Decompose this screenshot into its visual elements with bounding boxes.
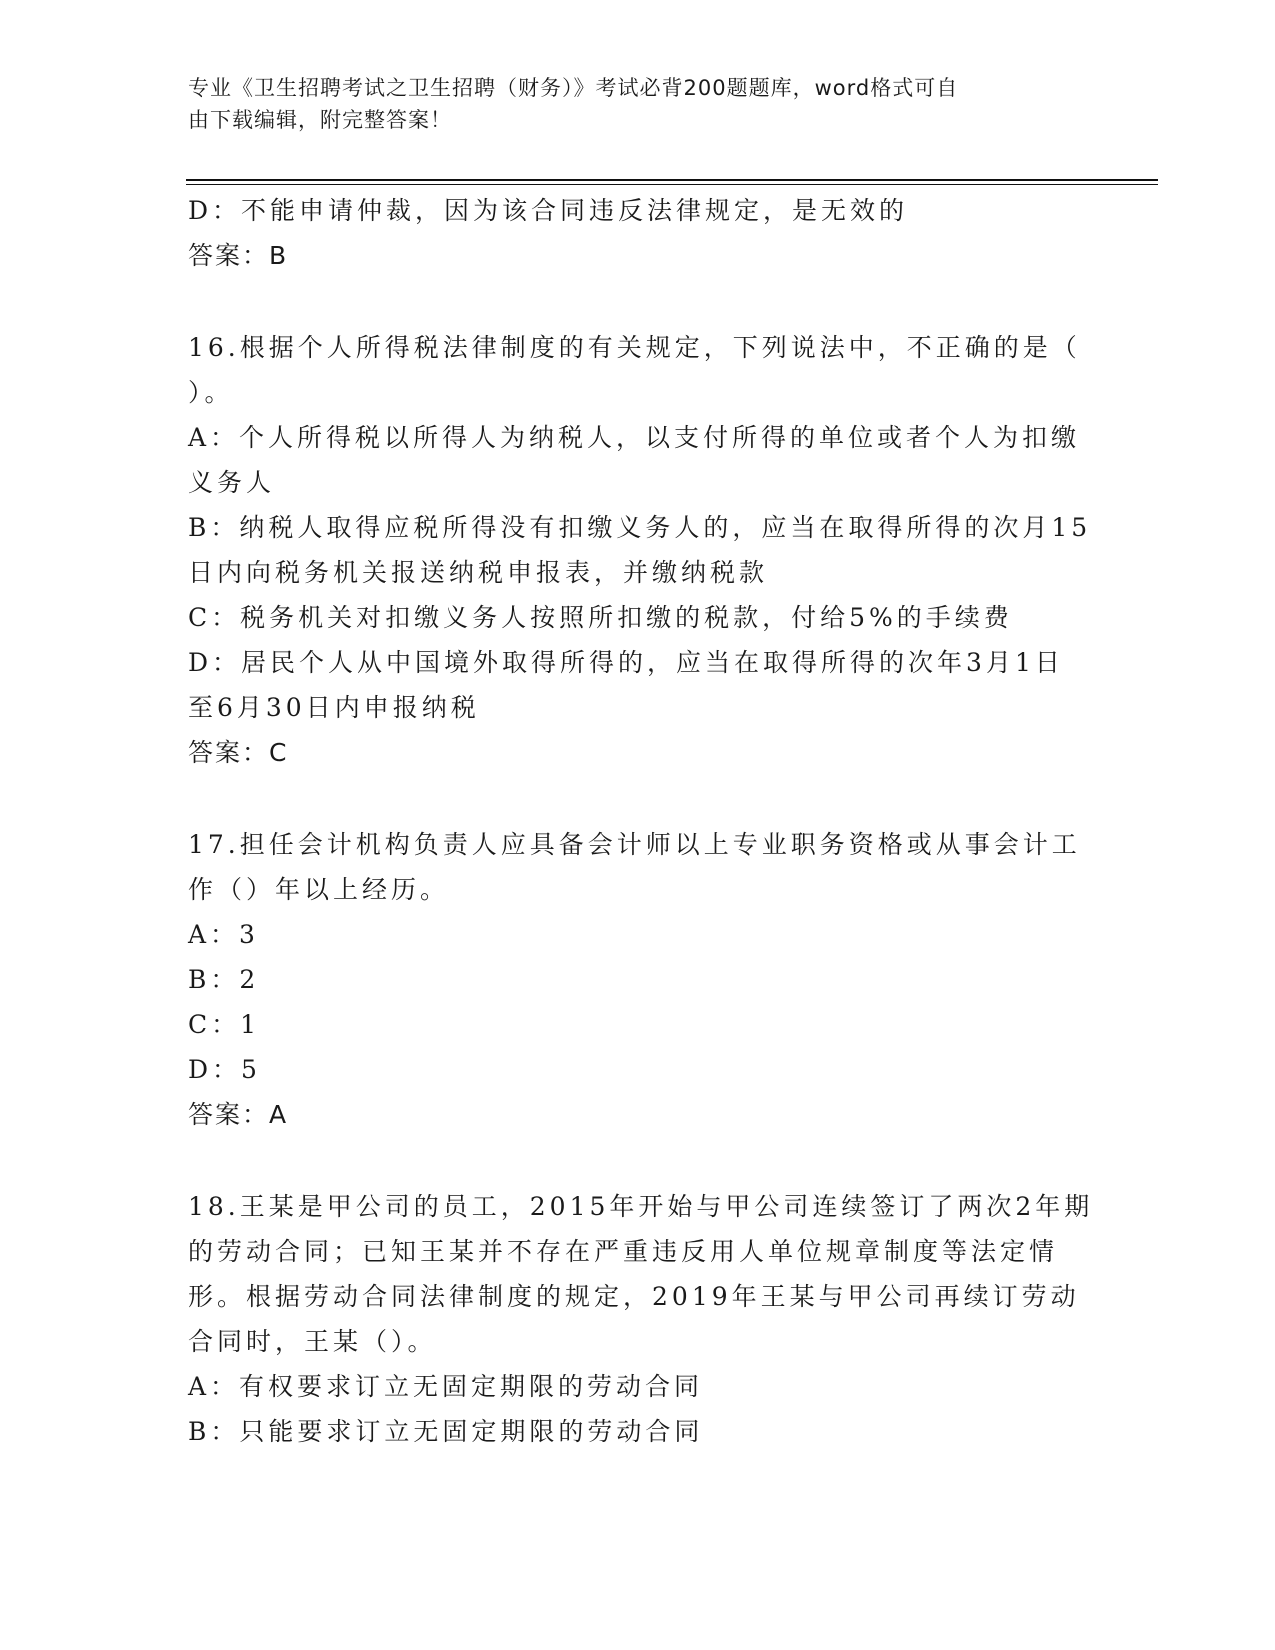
header-rule-thin [186, 184, 1158, 185]
q18-option-b: B：只能要求订立无固定期限的劳动合同 [188, 1417, 704, 1446]
spacer [188, 1137, 1088, 1184]
q16-option-d-line-2: 至6月30日内申报纳税 [188, 693, 480, 722]
question-content [188, 188, 1094, 1454]
q16-option-a-line-1: A：个人所得税以所得人为纳税人，以支付所得的单位或者个人为扣缴 [188, 423, 1081, 452]
q17-option-d: D：5 [188, 1055, 261, 1084]
q17-option-a: A：3 [188, 920, 259, 949]
q17-option-b: B：2 [188, 965, 260, 994]
q17-option-c: C：1 [188, 1010, 261, 1039]
q16-option-a-line-2: 义务人 [188, 468, 276, 497]
q16-option-d-line-1: D：居民个人从中国境外取得所得的，应当在取得所得的次年3月1日 [188, 648, 1064, 677]
header-line-1: 专业《卫生招聘考试之卫生招聘（财务）》考试必背200题题库，word格式可自 [188, 76, 959, 100]
question-15-tail [188, 188, 1088, 278]
page-header [188, 72, 1068, 136]
q16-answer: 答案：C [188, 738, 289, 767]
spacer [188, 775, 1088, 822]
question-18 [188, 1184, 1094, 1454]
question-16 [188, 325, 1092, 775]
spacer [188, 278, 1088, 325]
q18-stem-line-2: 的劳动合同；已知王某并不存在严重违反用人单位规章制度等法定情 [188, 1237, 1059, 1266]
q17-stem-line-2: 作（）年以上经历。 [188, 875, 450, 904]
header-rule-thick [186, 179, 1158, 181]
q16-option-c: C：税务机关对扣缴义务人按照所扣缴的税款，付给5%的手续费 [188, 603, 1013, 632]
header-line-2: 由下载编辑，附完整答案！ [188, 108, 452, 132]
question-17 [188, 822, 1088, 1137]
q16-option-b-line-1: B：纳税人取得应税所得没有扣缴义务人的，应当在取得所得的次月15 [188, 513, 1092, 542]
q15-answer: 答案：B [188, 241, 289, 270]
q18-stem-line-3: 形。根据劳动合同法律制度的规定，2019年王某与甲公司再续订劳动 [188, 1282, 1080, 1311]
q16-stem-line-1: 16.根据个人所得税法律制度的有关规定，下列说法中，不正确的是（ [188, 333, 1081, 362]
q16-option-b-line-2: 日内向税务机关报送纳税申报表，并缴纳税款 [188, 558, 769, 587]
q18-stem-line-4: 合同时，王某（）。 [188, 1327, 437, 1356]
q16-stem-line-2: ）。 [188, 378, 234, 407]
q15-option-d: D：不能申请仲裁，因为该合同违反法律规定，是无效的 [188, 196, 909, 225]
q18-option-a: A：有权要求订立无固定期限的劳动合同 [188, 1372, 704, 1401]
q17-answer: 答案：A [188, 1100, 289, 1129]
q18-stem-line-1: 18.王某是甲公司的员工，2015年开始与甲公司连续签订了两次2年期 [188, 1192, 1094, 1221]
q17-stem-line-1: 17.担任会计机构负责人应具备会计师以上专业职务资格或从事会计工 [188, 830, 1081, 859]
